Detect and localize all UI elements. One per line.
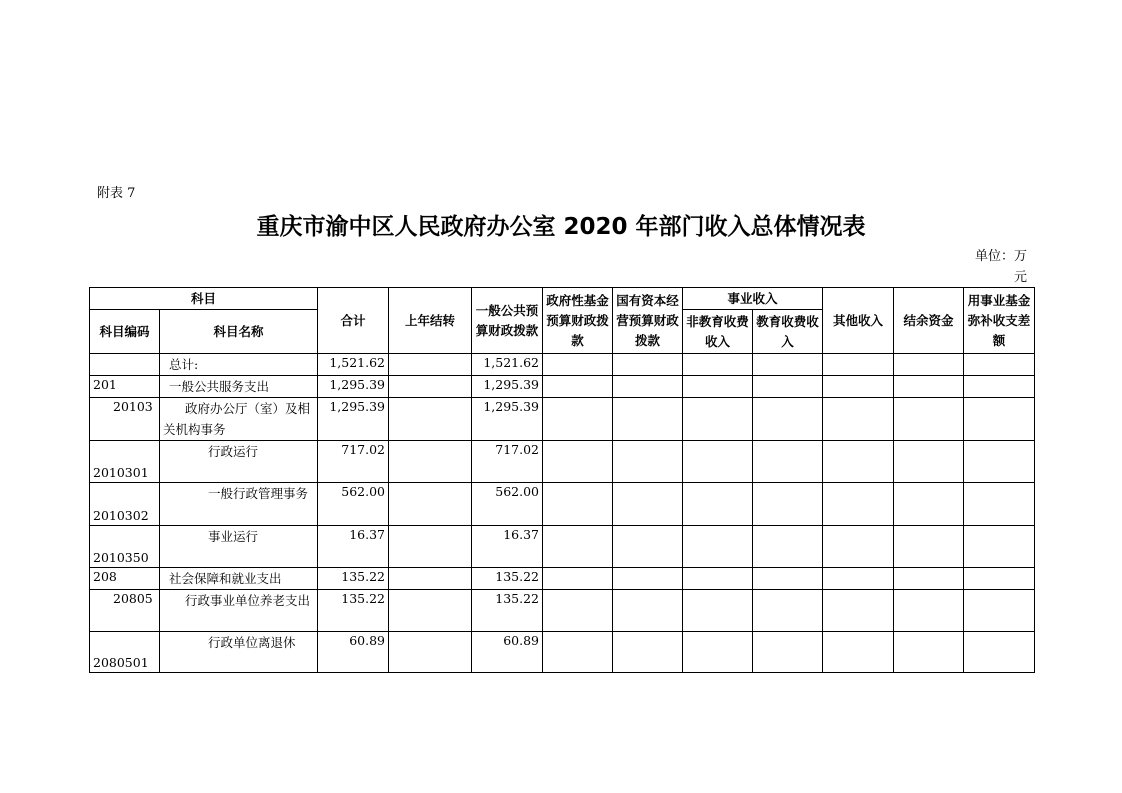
header-institution-income: 事业收入 [683,288,823,310]
header-government-fund-budget: 政府性基金预算财政拨款 [543,288,613,354]
table-row: 2010350 事业运行 16.37 16.37 [90,526,1035,568]
unit-label: 单位：万元 [974,249,1027,285]
table-row: 2080501 行政单位离退休 60.89 60.89 [90,632,1035,673]
page-title: 重庆市渝中区人民政府办公室 2020 年部门收入总体情况表 [256,214,866,240]
header-subject-code: 科目编码 [90,310,160,354]
header-subject: 科目 [90,288,318,310]
header-surplus-funds: 结余资金 [894,288,964,354]
header-institution-fund-subsidy: 用事业基金弥补收支差额 [964,288,1035,354]
attachment-label: 附表 7 [97,186,136,201]
header-general-public-budget: 一般公共预算财政拨款 [472,288,543,354]
table-row: 2010302 一般行政管理事务 562.00 562.00 [90,483,1035,526]
table-row: 20103 政府办公厅（室）及相关机构事务 1,295.39 1,295.39 [90,398,1035,441]
table-row: 2010301 行政运行 717.02 717.02 [90,441,1035,483]
header-subject-name: 科目名称 [160,310,318,354]
header-state-capital-budget: 国有资本经营预算财政拨款 [613,288,683,354]
header-education-fee: 教育收费收入 [753,310,823,354]
table-row: 208 社会保障和就业支出 135.22 135.22 [90,568,1035,590]
income-table [89,287,1035,673]
table-row: 201 一般公共服务支出 1,295.39 1,295.39 [90,376,1035,398]
table-row: 总计: 1,521.62 1,521.62 [90,354,1035,376]
header-other-income: 其他收入 [823,288,894,354]
table-row: 20805 行政事业单位养老支出 135.22 135.22 [90,590,1035,632]
header-total: 合计 [318,288,389,354]
header-prior-year-carryover: 上年结转 [389,288,472,354]
header-non-education-fee: 非教育收费收入 [683,310,753,354]
